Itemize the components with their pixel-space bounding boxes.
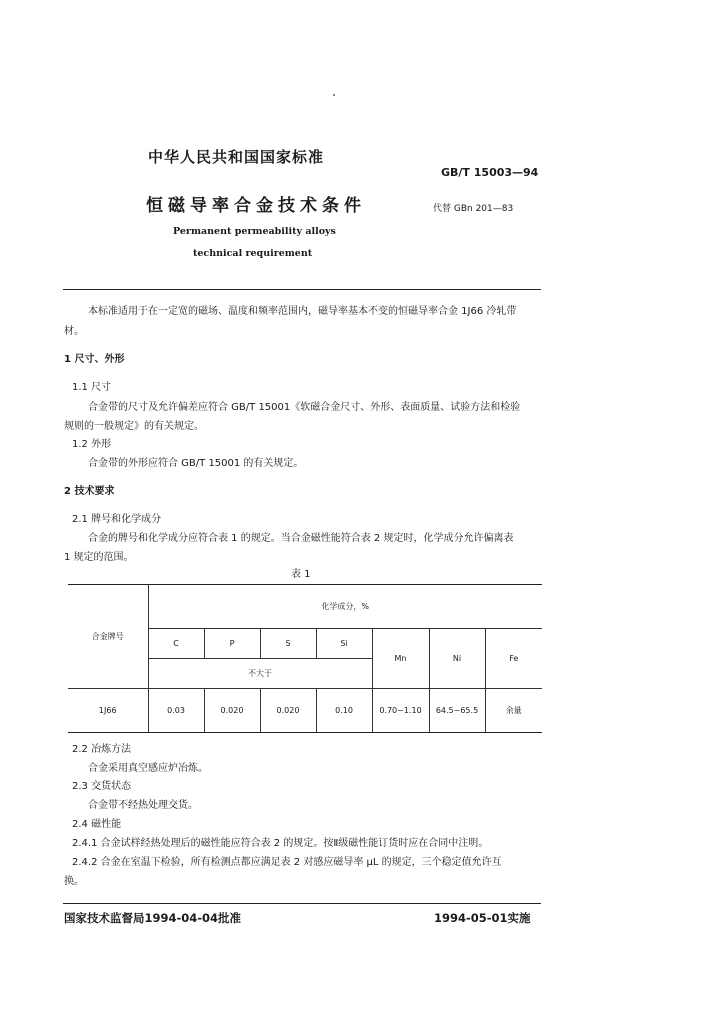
- section-2-1-line-1: 合金的牌号和化学成分应符合表 1 的规定。当合金磁性能符合表 2 规定时，化学成分允许偏离表: [88, 533, 514, 544]
- intro-line-1: 本标准适用于在一定宽的磁场、温度和频率范围内，磁导率基本不变的恒磁导率合金 1J66 冷轧带: [88, 306, 517, 317]
- section-2-4-2-line-2: 换。: [64, 876, 84, 887]
- value-p: 0.020: [204, 689, 260, 733]
- national-standard-heading: 中华人民共和国国家标准: [148, 148, 325, 166]
- table-1: [68, 584, 542, 733]
- value-si: 0.10: [316, 689, 372, 733]
- element-mn: Mn: [372, 629, 429, 689]
- composition-header-cell: [148, 585, 542, 629]
- intro-line-2: 材。: [64, 326, 84, 337]
- element-s: S: [260, 629, 316, 659]
- element-ni: Ni: [429, 629, 485, 689]
- section-2-4-1: 2.4.1 合金试样经热处理后的磁性能应符合表 2 的规定。按Ⅱ级磁性能订货时应在合同中注明。: [72, 838, 489, 849]
- implementation-date: 1994-05-01实施: [434, 911, 531, 925]
- section-1-title: 1 尺寸、外形: [64, 354, 125, 365]
- document-title-en-line2: technical requirement: [193, 248, 313, 259]
- element-si: Si: [316, 629, 372, 659]
- section-1-1-title: 1.1 尺寸: [72, 382, 112, 393]
- section-2-title: 2 技术要求: [64, 486, 115, 497]
- standard-number: GB/T 15003—94: [441, 166, 539, 179]
- footer-rule: [63, 903, 541, 904]
- section-2-3-title: 2.3 交货状态: [72, 781, 132, 792]
- value-c: 0.03: [148, 689, 204, 733]
- grade-header: 合金牌号: [91, 632, 124, 641]
- section-1-2-text: 合金带的外形应符合 GB/T 15001 的有关规定。: [88, 458, 304, 469]
- element-p: P: [204, 629, 260, 659]
- composition-header: 化学成分，%: [321, 602, 370, 611]
- section-2-2-text: 合金采用真空感应炉冶炼。: [88, 763, 208, 774]
- speck: [333, 94, 335, 96]
- value-mn: 0.70~1.10: [372, 689, 429, 733]
- section-2-4-title: 2.4 磁性能: [72, 819, 122, 830]
- section-2-4-2-line-1: 2.4.2 合金在室温下检验，所有检测点都应满足表 2 对感应磁导率 μL 的规定，三个稳定值允许互: [72, 857, 502, 868]
- grade-value: 1J66: [68, 689, 148, 733]
- section-2-1-line-2: 1 规定的范围。: [64, 552, 134, 563]
- grade-header-cell: [68, 585, 148, 689]
- section-2-3-text: 合金带不经热处理交货。: [88, 800, 198, 811]
- header-rule: [63, 289, 541, 290]
- section-2-2-title: 2.2 冶炼方法: [72, 744, 132, 755]
- section-1-1-line-2: 规则的一般规定》的有关规定。: [64, 421, 204, 432]
- value-s: 0.020: [260, 689, 316, 733]
- table-1-caption: 表 1: [291, 569, 311, 580]
- element-fe: Fe: [485, 629, 542, 689]
- section-1-1-line-1: 合金带的尺寸及允许偏差应符合 GB/T 15001《软磁合金尺寸、外形、表面质量、试验方法和检验: [88, 402, 521, 413]
- approval-date: 国家技术监督局1994-04-04批准: [64, 911, 242, 925]
- not-greater-label: 不大于: [148, 659, 372, 689]
- element-c: C: [148, 629, 204, 659]
- document-title-zh: 恒磁导率合金技术条件: [146, 196, 366, 216]
- document-title-en-line1: Permanent permeability alloys: [173, 226, 336, 237]
- replaces-standard: 代替 GBn 201—83: [433, 204, 514, 214]
- section-1-2-title: 1.2 外形: [72, 439, 112, 450]
- value-fe: 余量: [485, 689, 542, 733]
- section-2-1-title: 2.1 牌号和化学成分: [72, 514, 162, 525]
- value-ni: 64.5~65.5: [429, 689, 485, 733]
